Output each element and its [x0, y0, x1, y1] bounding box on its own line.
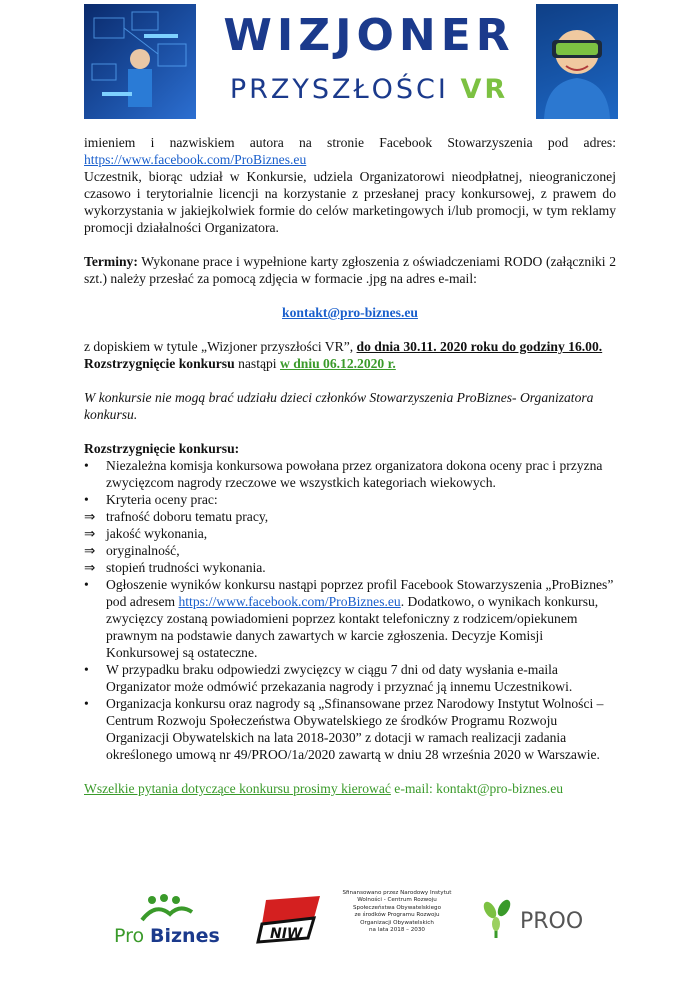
criteria-item: ⇒ oryginalność, [84, 543, 180, 558]
criteria-item: ⇒ stopień trudności wykonania. [84, 560, 266, 575]
probiznes-pro-text: Pro [114, 925, 145, 947]
niw-text: NIW [270, 926, 303, 942]
resolution-list [84, 457, 616, 763]
banner-subtitle: PRZYSZŁOŚCI VR [229, 74, 509, 105]
deadline-paragraph: z dopiskiem w tytule „Wizjoner przyszłości VR”, do dnia 30.11. 2020 roku do godziny 16.00. Rozstrzygnięcie konkursu nastąpi w dniu 06.12.2020 r. [84, 339, 603, 371]
intro-line: imieniem i nazwiskiem autora na stronie Facebook Stowarzyszenia pod adres: [84, 135, 616, 150]
arrow-icon: ⇒ [84, 526, 96, 541]
list-item: • Niezależna komisja konkursowa powołana przez organizatora dokona oceny prac i przyzna zwycięzcom nagrody rzeczowe we wszystkich kategoriach wiekowych. [84, 457, 616, 491]
bullet-icon [84, 576, 104, 593]
list-item: • Organizacja konkursu oraz nagrody są „Sfinansowane przez Narodowy Instytut Wolności – Centrum Rozwoju Społeczeństwa Obywatelskiego ze środków Programu Rozwoju Organizacji Obywatelskich na lata 2018-2030” z dotacji w ramach realizacji zadania określonego umową nr 49/PROO/1a/2020 zawartą w dniu 28 września 2020 w Warszawie. [84, 695, 616, 763]
result-date: w dniu 06.12.2020 r. [279, 356, 396, 371]
criteria-item: ⇒ jakość wykonania, [84, 526, 208, 541]
contact-email-link[interactable]: kontakt@pro-biznes.eu [282, 305, 418, 320]
vr-illustration-left [84, 4, 196, 119]
list-item: • W przypadku braku odpowiedzi zwycięzcy w ciągu 7 dni od daty wysłania e-maila Organizator może odmówić przekazania nagrody i przyznać ją innemu Uczestnikowi. [84, 661, 616, 695]
facebook-link[interactable]: https://www.facebook.com/ProBiznes.eu [178, 594, 401, 609]
bullet-icon [84, 661, 104, 678]
facebook-link-1 [84, 151, 616, 168]
list-item: • Ogłoszenie wyników konkursu nastąpi poprzez profil Facebook Stowarzyszenia „ProBiznes” pod adresem https://www.facebook.com/ProBiznes.eu. Dodatkowo, o wynikach konkursu, zwycięzcy zostaną powiadomieni poprzez kontakt telefoniczny z rodzicem/opiekunem prawnym na podstawie danych zawartych w karcie zgłoszenia. Decyzje Komisji Konkursowej są ostateczne. [84, 576, 616, 661]
resolution-heading: Rozstrzygnięcie konkursu: [84, 441, 240, 456]
proo-text: PROO [520, 909, 584, 934]
arrow-icon: ⇒ [84, 543, 96, 558]
arrow-icon: ⇒ [84, 560, 96, 575]
document-body [84, 134, 616, 797]
terms-paragraph: Terminy: Wykonane prace i wypełnione karty zgłoszenia z oświadczeniami RODO (załączniki 2 szt.) należy przesłać za pomocą zdjęcia w formacie .jpg na adres e-mail: [84, 254, 616, 286]
exclusion-note: W konkursie nie mogą brać udziału dzieci członków Stowarzyszenia ProBiznes- Organizatora konkursu. [84, 390, 594, 422]
sponsor-logos [84, 882, 616, 952]
criteria-item: ⇒ trafność doboru tematu pracy, [84, 509, 269, 524]
bullet-icon [84, 491, 104, 508]
facebook-link[interactable]: https://www.facebook.com/ProBiznes.eu [84, 152, 307, 167]
vr-headset-illustration [536, 4, 618, 119]
proo-logo [482, 898, 594, 942]
contact-email-line [84, 304, 616, 321]
deadline-text: do dnia 30.11. 2020 roku do godziny 16.00. [356, 339, 603, 354]
probiznes-logo [112, 892, 220, 948]
questions-line: Wszelkie pytania dotyczące konkursu prosimy kierować e-mail: kontakt@pro-biznes.eu [84, 781, 564, 796]
license-paragraph: Uczestnik, biorąc udział w Konkursie, udziela Organizatorowi nieodpłatnej, nieograniczonej czasowo i terytorialnie licencji na korzystanie z przesłanej pracy konkursowej, z prawem do wykorzystania w jakiejkolwiek formie do celów marketingowych i/lub promocji, w tym reklamy promocji działalności Organizatora. [84, 169, 616, 235]
niw-logo [256, 894, 328, 944]
list-item: • Kryteria oceny prac: [84, 491, 616, 508]
header-banner [84, 4, 618, 119]
probiznes-biznes-text: Biznes [150, 925, 220, 947]
bullet-icon [84, 457, 104, 474]
banner-title: WIZJONER [223, 10, 515, 61]
terms-label: Terminy: [84, 254, 138, 269]
bullet-icon [84, 695, 104, 712]
funding-note: Sfinansowano przez Narodowy Instytut Wolności - Centrum Rozwoju Społeczeństwa Obywatelskiego ze środków Programu Rozwoju Organizacji Obywatelskich na lata 2018 – 2030 [342, 890, 452, 934]
arrow-icon: ⇒ [84, 509, 96, 524]
